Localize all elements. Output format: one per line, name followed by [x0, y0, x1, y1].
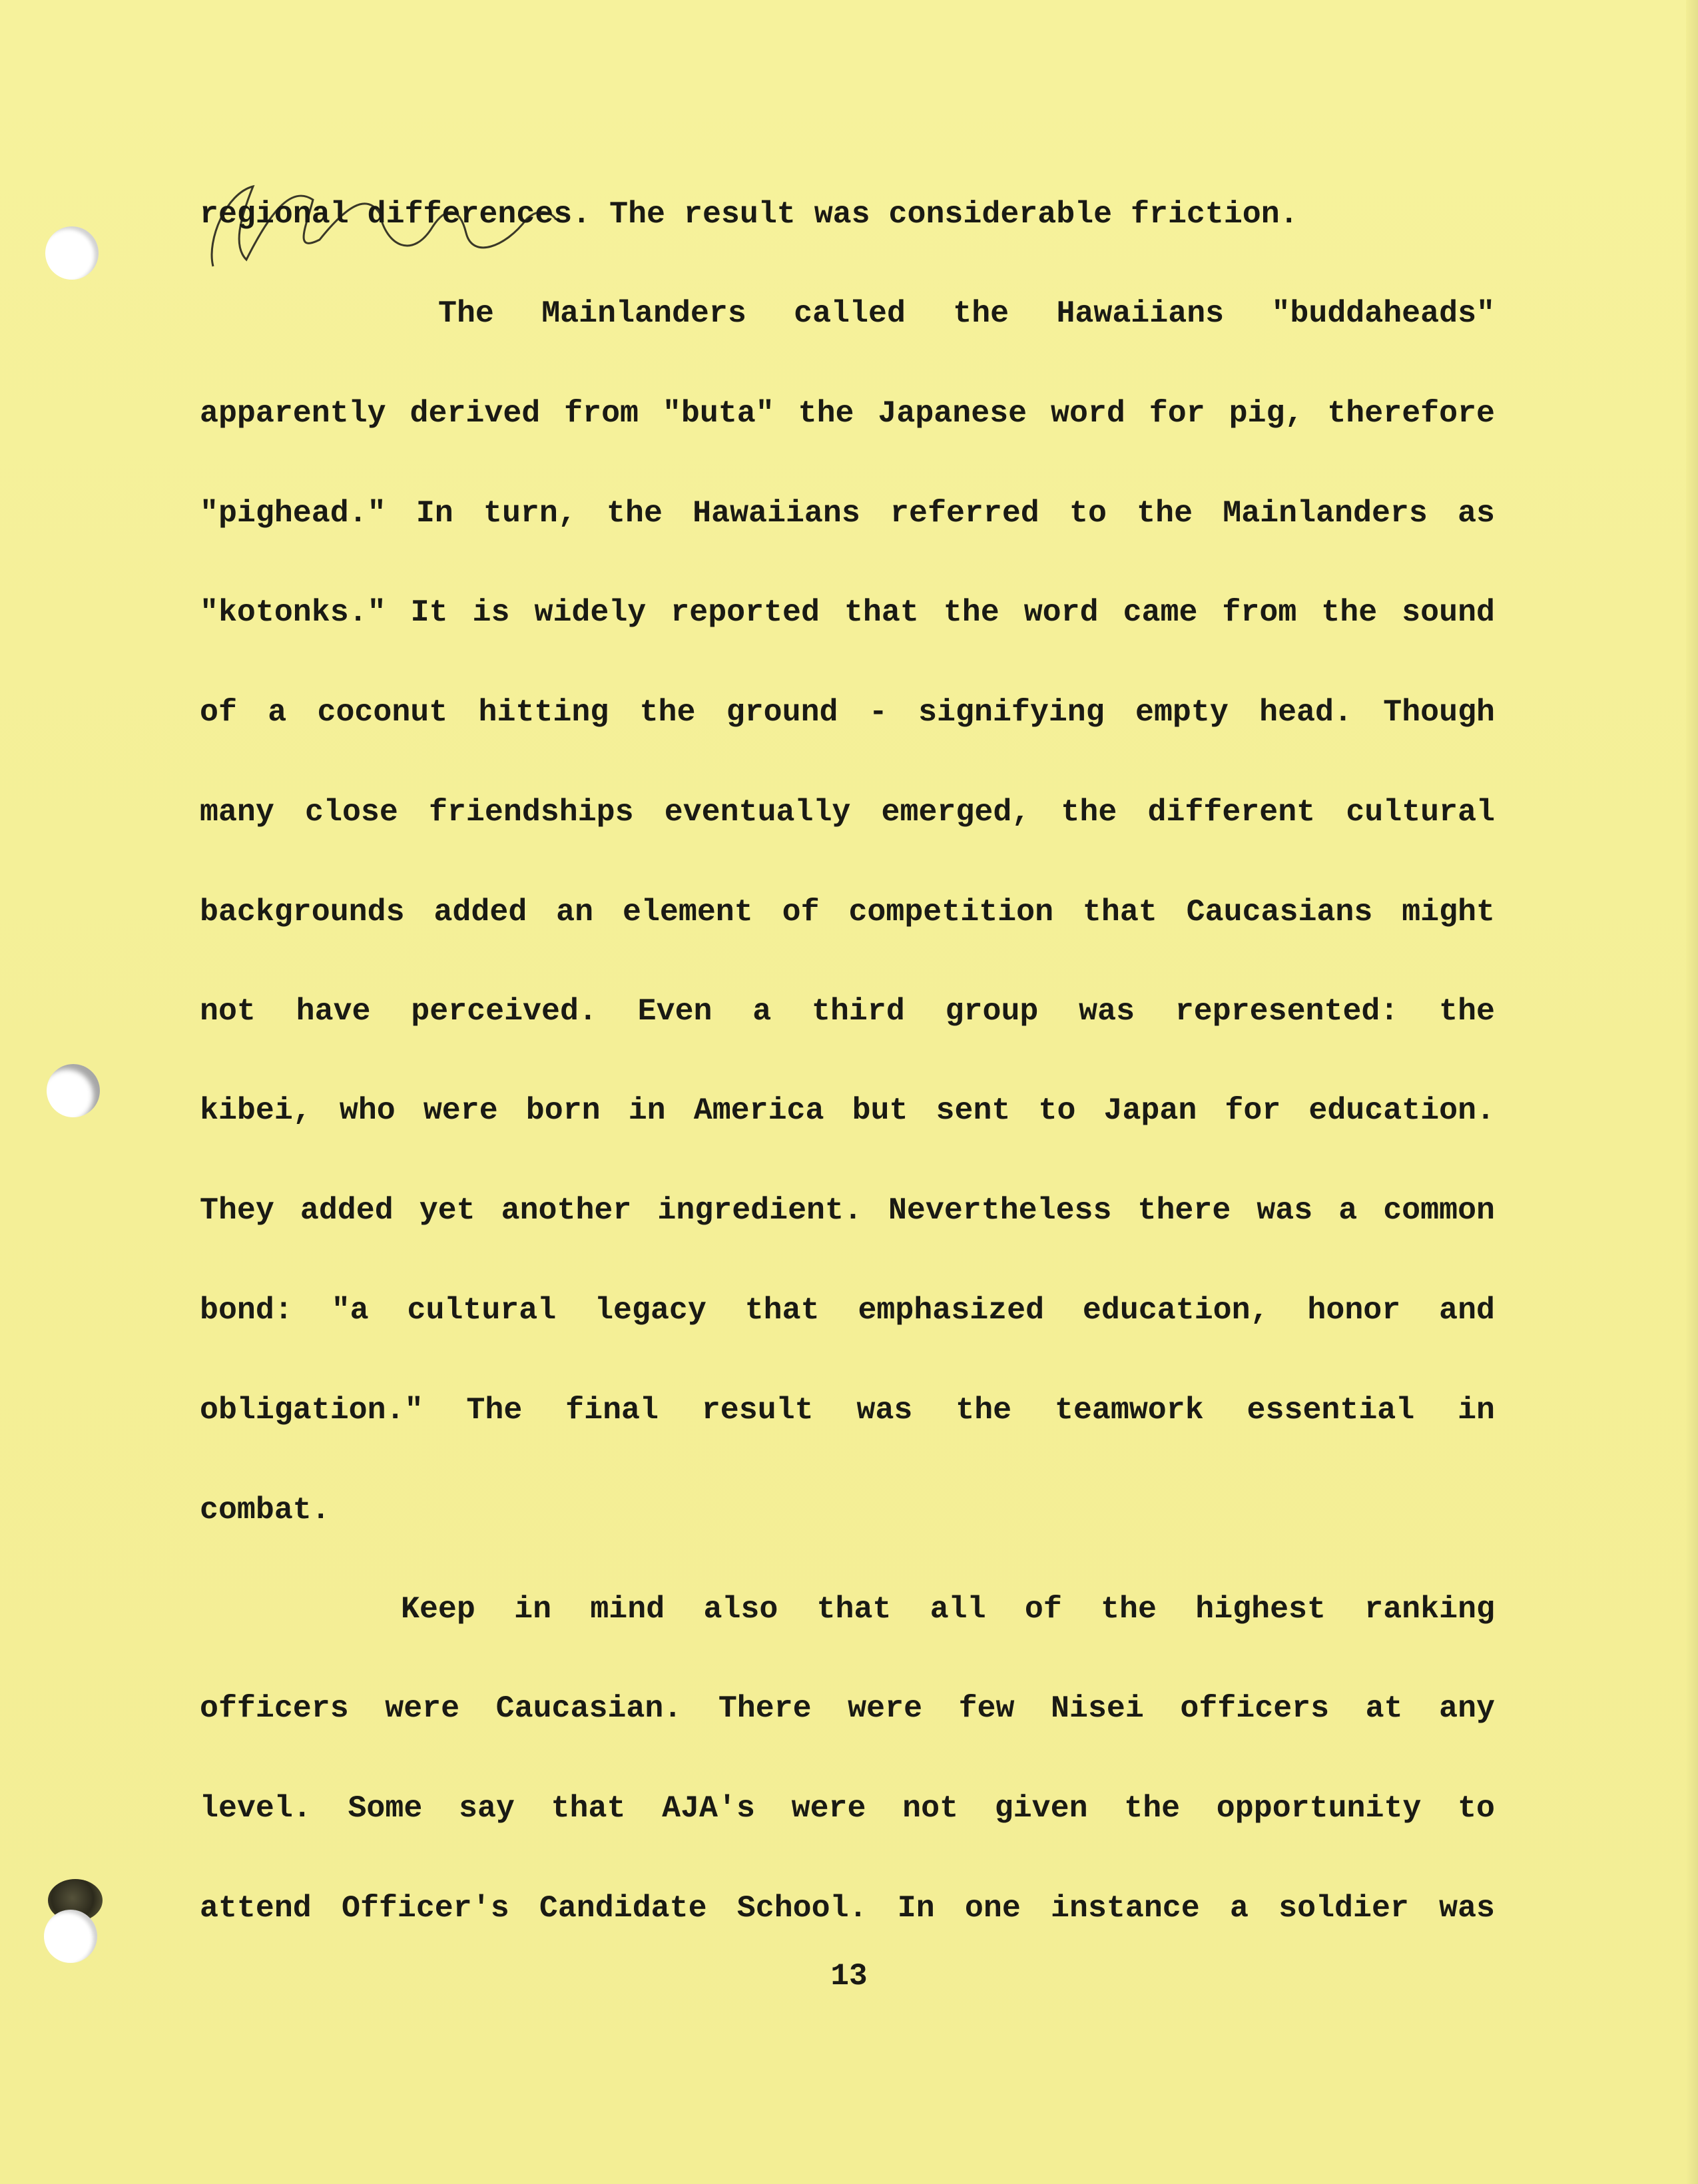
text-line: not have perceived. Even a third group was represented: the	[200, 993, 1495, 1029]
text-line: bond: "a cultural legacy that emphasized education, honor and	[200, 1292, 1495, 1328]
punch-hole-bottom	[44, 1910, 97, 1963]
text-line: obligation." The final result was the teamwork essential in	[200, 1392, 1495, 1428]
text-line: combat.	[200, 1492, 330, 1527]
page-edge	[1686, 0, 1698, 2184]
text-line: They added yet another ingredient. Nevertheless there was a common	[200, 1193, 1495, 1228]
text-line: backgrounds added an element of competition that Caucasians might	[200, 894, 1495, 930]
text-line: officers were Caucasian. There were few Nisei officers at any	[200, 1691, 1495, 1726]
text-line: "kotonks." It is widely reported that the word came from the sound	[200, 595, 1495, 630]
text-line: regional differences. The result was considerable friction.	[200, 196, 1298, 232]
punch-hole-top	[45, 226, 99, 280]
text-line: level. Some say that AJA's were not given the opportunity to	[200, 1790, 1495, 1826]
punch-hole-middle	[47, 1064, 100, 1117]
text-line: of a coconut hitting the ground - signifying empty head. Though	[200, 694, 1495, 730]
text-line: Keep in mind also that all of the highest ranking	[401, 1591, 1495, 1627]
text-line: "pighead." In turn, the Hawaiians referred to the Mainlanders as	[200, 495, 1495, 531]
text-line: many close friendships eventually emerged, the different cultural	[200, 794, 1495, 830]
text-line: attend Officer's Candidate School. In one instance a soldier was	[200, 1890, 1495, 1926]
page-number: 13	[830, 1959, 868, 1994]
text-line: kibei, who were born in America but sent to Japan for education.	[200, 1093, 1495, 1128]
text-line: The Mainlanders called the Hawaiians "buddaheads"	[438, 296, 1495, 331]
text-line: apparently derived from "buta" the Japanese word for pig, therefore	[200, 396, 1495, 431]
